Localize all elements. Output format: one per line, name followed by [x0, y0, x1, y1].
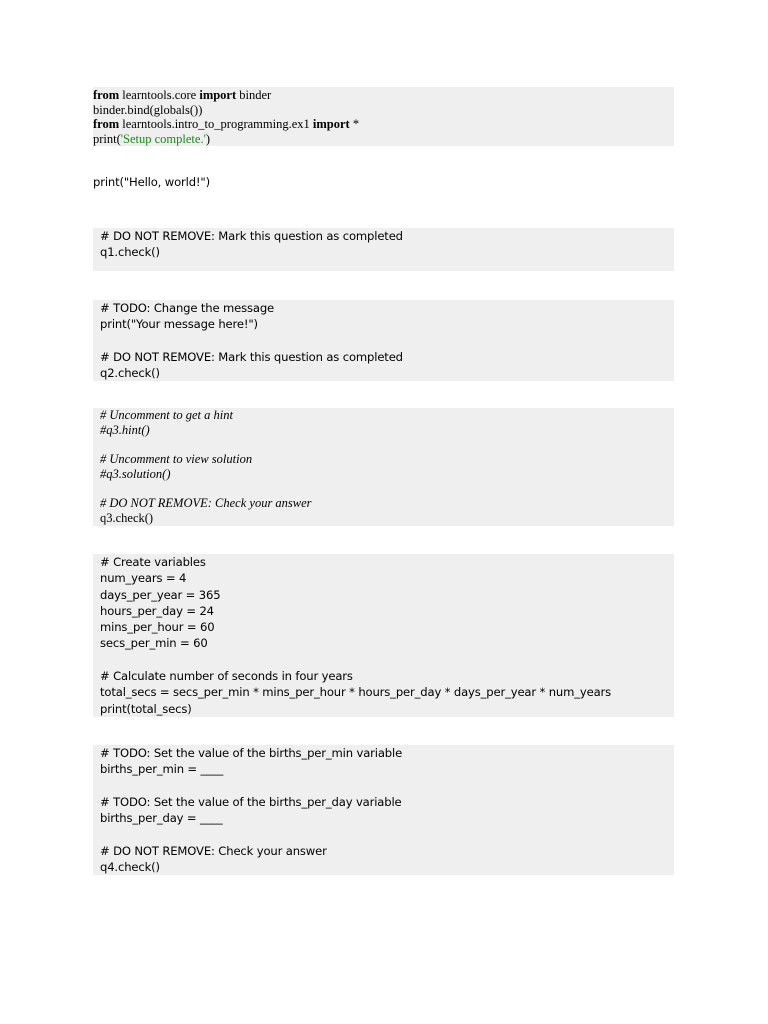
code-line: binder.bind(globals()) [93, 102, 203, 117]
code-line: mins_per_hour = 60 [100, 620, 215, 635]
code-cell-hello[interactable] [93, 174, 210, 190]
code-comment: # Create variables [100, 555, 206, 569]
code-comment: # DO NOT REMOVE: Mark this question as completed [100, 229, 403, 243]
code-text [93, 88, 674, 147]
code-cell-q1[interactable] [93, 228, 674, 271]
import-name: * [349, 117, 360, 132]
code-cell-q3[interactable] [93, 408, 674, 526]
code-comment: # Uncomment to get a hint [100, 408, 233, 422]
blank-line [100, 778, 674, 794]
code-comment: #q3.solution() [100, 466, 171, 481]
code-comment: # TODO: Set the value of the births_per_day variable [100, 794, 402, 809]
print-call: print( [93, 132, 121, 147]
print-close: ) [205, 132, 210, 147]
code-line: q3.check() [100, 510, 154, 525]
import-name: binder [236, 88, 272, 102]
code-line: births_per_min = ____ [100, 762, 224, 777]
code-comment: # DO NOT REMOVE: Mark this question as completed [100, 349, 403, 364]
module-name: learntools.intro_to_programming.ex1 [119, 117, 313, 132]
code-line: secs_per_min = 60 [100, 636, 208, 651]
blank-line [100, 333, 674, 349]
code-line [93, 117, 674, 132]
keyword-import: import [199, 88, 237, 102]
code-line: births_per_day = ____ [100, 811, 223, 826]
code-comment: # DO NOT REMOVE: Check your answer [100, 496, 312, 511]
code-line: num_years = 4 [100, 571, 187, 586]
code-comment: #q3.hint() [100, 422, 150, 437]
code-cell-q2[interactable] [93, 300, 674, 381]
code-line: q2.check() [100, 366, 160, 381]
code-line: q1.check() [100, 245, 160, 260]
code-comment: # Uncomment to view solution [100, 452, 253, 467]
code-line [93, 132, 674, 147]
code-line [93, 88, 674, 103]
keyword-from: from [93, 88, 120, 102]
module-name: learntools.core [119, 88, 200, 102]
blank-line [100, 652, 674, 668]
code-cell-setup[interactable] [93, 87, 674, 146]
code-line: print("Your message here!") [100, 317, 258, 332]
code-comment: # Calculate number of seconds in four years [100, 669, 353, 684]
code-comment: # TODO: Change the message [100, 301, 275, 315]
keyword-from: from [93, 117, 120, 132]
code-comment: # TODO: Set the value of the births_per_min variable [100, 746, 403, 760]
code-line: print(total_secs) [100, 701, 192, 716]
string-literal: 'Setup complete.' [120, 132, 206, 147]
code-line: days_per_year = 365 [100, 587, 221, 602]
code-line: print("Hello, world!") [93, 175, 210, 189]
code-line: total_secs = secs_per_min * mins_per_hour * hours_per_day * days_per_year * num_years [100, 685, 612, 700]
code-line: hours_per_day = 24 [100, 603, 214, 618]
code-comment: # DO NOT REMOVE: Check your answer [100, 843, 327, 858]
blank-line [100, 482, 674, 497]
keyword-import: import [312, 117, 350, 132]
code-line: q4.check() [100, 860, 160, 875]
code-cell-q4[interactable] [93, 745, 674, 875]
code-cell-variables[interactable] [93, 554, 674, 717]
blank-line [100, 437, 674, 452]
blank-line [100, 826, 674, 842]
